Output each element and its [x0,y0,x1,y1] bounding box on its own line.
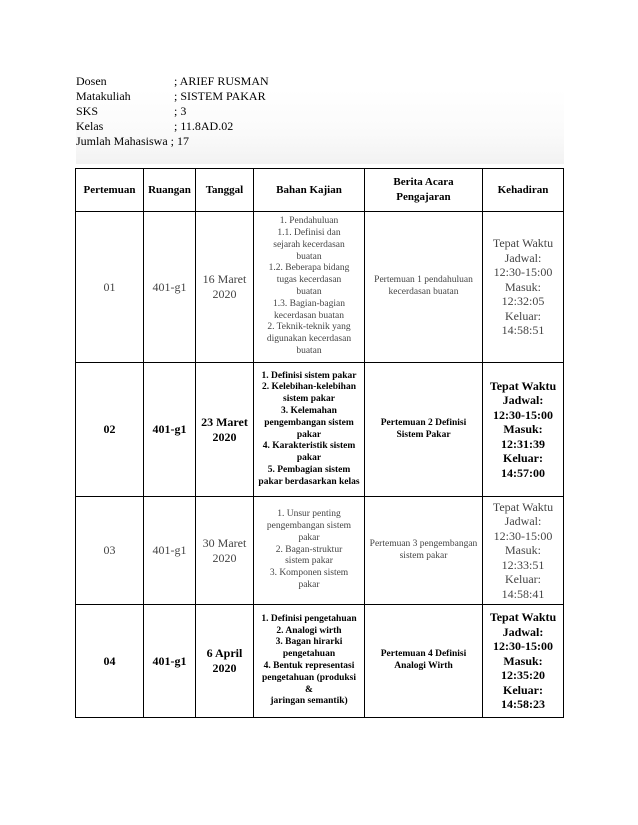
bahan-line: pakar berdasarkan kelas [258,476,360,487]
jumlah-row [76,134,269,149]
kehadiran-cell [483,212,564,363]
bahan-kajian-cell [254,363,365,497]
sks-label: SKS [76,104,99,118]
bahan-line: sejarah kecerdasan [273,239,345,250]
header-berita-acara: Berita Acara Pengajaran [365,169,483,212]
tanggal-cell: 23 Maret 2020 [196,363,254,497]
ruangan-cell: 401-g1 [144,363,196,497]
kehadiran-line: 14:58:23 [501,697,545,712]
kelas-label: Kelas [76,119,104,133]
bahan-line: pakar [296,429,322,440]
bahan-line: 1.1. Definisi dan [277,228,341,239]
bahan-line: kecerdasan buatan [274,310,344,321]
ruangan-cell: 401-g1 [144,605,196,718]
kelas-row [76,119,269,134]
kehadiran-line: 12:31:39 [501,436,545,451]
kehadiran-line: Jadwal: [502,624,544,639]
bahan-line: 1.3. Bagian-bagian [272,298,346,309]
pertemuan-cell: 02 [76,363,144,497]
bahan-line: buatan [296,287,322,297]
kehadiran-line: Masuk: [503,653,543,668]
bahan-line: 2. Kelebihan-kelebihan [262,382,356,393]
ruangan-cell: 401-g1 [144,212,196,363]
bahan-line: 1. Pendahuluan [279,216,339,227]
sks-value: ; 3 [174,104,187,118]
jumlah-value: ; 17 [170,134,189,148]
kehadiran-line: 12:30-15:00 [493,407,553,422]
kehadiran-line: Keluar: [503,451,543,466]
bahan-line: 5. Pembagian sistem [267,464,351,475]
bahan-line: 1. Unsur penting [277,509,341,520]
bahan-line: 2. Analogi wirth [276,625,342,636]
ruangan-cell: 401-g1 [144,497,196,605]
kehadiran-line: 12:35:20 [501,668,545,683]
bahan-line: buatan [296,345,322,356]
berita-acara-cell: Pertemuan 3 pengembangan sistem pakar [365,497,483,605]
table-row [76,212,564,363]
bahan-line: digunakan kecerdasan [266,334,352,345]
kehadiran-line: 12:33:51 [501,557,545,572]
tanggal-cell: 30 Maret 2020 [196,497,254,605]
kehadiran-line: 14:58:41 [501,586,545,601]
bahan-line: buatan [296,251,322,262]
kehadiran-line: Jadwal: [504,514,542,529]
bahan-line: jaringan semantik) [270,696,348,707]
kehadiran-line: Keluar: [505,572,541,587]
kehadiran-cell [483,497,564,605]
bahan-line: pengembangan sistem [266,521,352,531]
kehadiran-line: 14:57:00 [501,465,545,480]
matakuliah-label: Matakuliah [76,89,131,103]
header-bahan-kajian: Bahan Kajian [254,169,365,212]
tanggal-cell: 16 Maret 2020 [196,212,254,363]
matakuliah-value: ; SISTEM PAKAR [174,89,266,103]
kehadiran-cell [483,605,564,718]
course-info [76,74,269,149]
bahan-line: tugas kecerdasan [276,275,342,286]
bahan-line: pengembangan sistem [264,417,354,428]
berita-acara-cell: Pertemuan 4 Definisi Analogi Wirth [365,605,483,718]
pertemuan-cell: 03 [76,497,144,605]
header-kehadiran: Kehadiran [483,169,564,212]
berita-acara-cell: Pertemuan 2 Definisi Sistem Pakar [365,363,483,497]
kehadiran-line: Masuk: [505,279,541,294]
sks-row [76,104,269,119]
bahan-line: pengetahuan [282,649,336,660]
bahan-line: 1.2. Beberapa bidang [268,263,350,274]
dosen-row [76,74,269,89]
kehadiran-line: 12:32:05 [501,294,545,309]
bahan-line: 3. Kelemahan [281,405,337,416]
bahan-line: 3. Komponen sistem [269,568,349,579]
kehadiran-line: 12:30-15:00 [493,639,553,654]
kehadiran-line: Jadwal: [502,393,544,408]
pertemuan-cell: 01 [76,212,144,363]
kehadiran-line: Tepat Waktu [489,378,557,393]
jumlah-label: Jumlah Mahasiswa [76,134,168,148]
kehadiran-line: 12:30-15:00 [493,265,553,280]
bahan-line: 2. Bagan-struktur [275,544,343,555]
bahan-line: 4. Karakteristik sistem [262,441,356,452]
kehadiran-line: Masuk: [505,543,541,558]
kehadiran-line: Keluar: [503,682,543,697]
bahan-kajian-cell [254,605,365,718]
bahan-line: 3. Bagan hirarki [275,637,343,648]
bahan-line: pakar [298,532,320,543]
tanggal-cell: 6 April 2020 [196,605,254,718]
bahan-kajian-cell [254,497,365,605]
bahan-line: sistem pakar [283,394,335,405]
pertemuan-cell: 04 [76,605,144,718]
bahan-line: pengetahuan (produksi [261,672,357,683]
header-ruangan: Ruangan [144,169,196,212]
table-header-row [76,169,564,212]
table-row [76,363,564,497]
dosen-value: ; ARIEF RUSMAN [174,74,269,88]
bahan-line: 1. Definisi sistem pakar [261,370,357,381]
kehadiran-line: 12:30-15:00 [493,528,553,543]
bahan-line: pakar [296,453,322,464]
kehadiran-line: Tepat Waktu [492,499,554,514]
kehadiran-line: 14:58:51 [501,323,545,338]
kehadiran-line: Tepat Waktu [492,236,554,251]
bahan-line: & [305,684,313,695]
kehadiran-line: Masuk: [503,422,543,437]
attendance-table [75,168,564,718]
kehadiran-line: Jadwal: [504,250,542,265]
bahan-line: 1. Definisi pengetahuan [261,613,357,624]
bahan-line: sistem pakar [285,556,333,567]
matakuliah-row [76,89,269,104]
bahan-line: 4. Bentuk representasi [263,661,355,671]
dosen-label: Dosen [76,74,107,88]
bahan-line: pakar [298,579,320,590]
bahan-line: 2. Teknik-teknik yang [267,322,351,333]
kelas-value: ; 11.8AD.02 [174,119,234,133]
kehadiran-line: Tepat Waktu [489,610,557,625]
berita-acara-cell: Pertemuan 1 pendahuluan kecerdasan buatan [365,212,483,363]
header-pertemuan: Pertemuan [76,169,144,212]
table-row [76,605,564,718]
table-row [76,497,564,605]
header-tanggal: Tanggal [196,169,254,212]
bahan-kajian-cell [254,212,365,363]
kehadiran-cell [483,363,564,497]
kehadiran-line: Keluar: [505,308,541,323]
